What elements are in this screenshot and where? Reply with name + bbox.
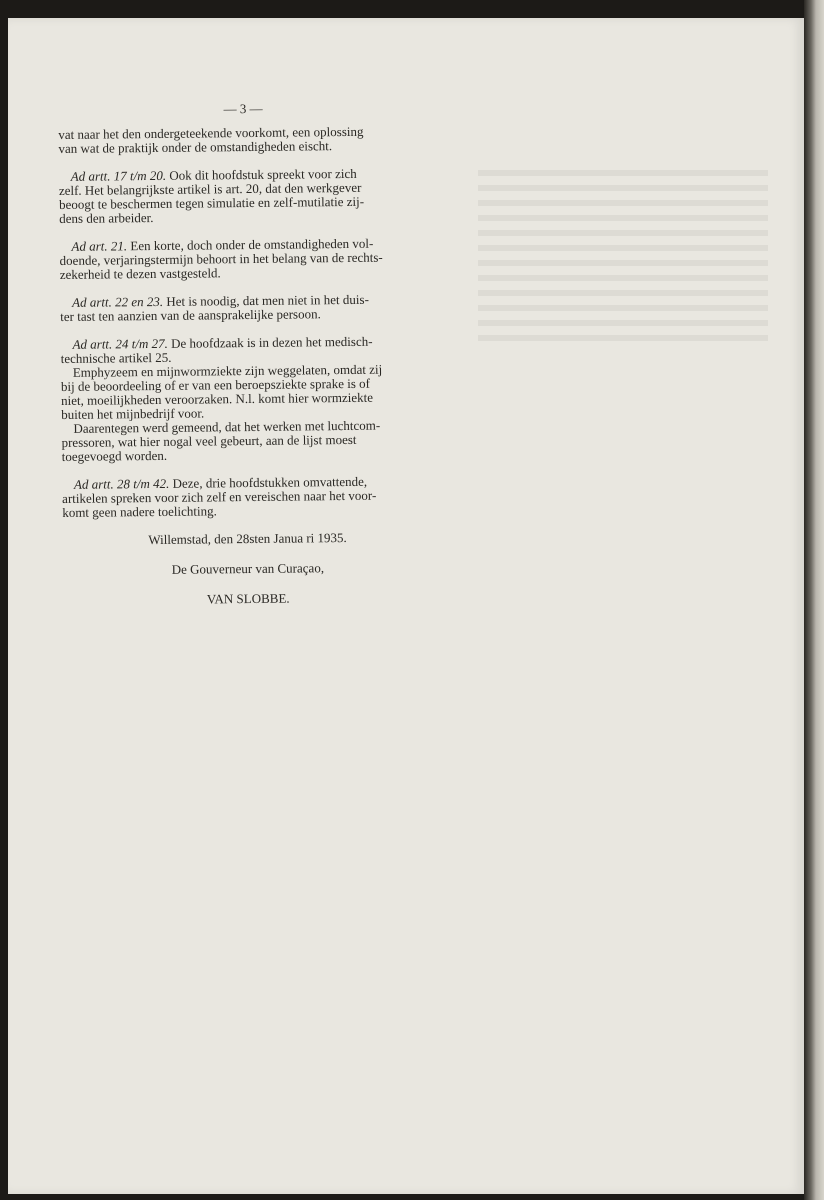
- text-fragment: Ook dit hoofdstuk spreekt voor zich: [166, 165, 357, 183]
- paragraph-artt-24-27: [60, 334, 431, 464]
- text-fragment: Deze, drie hoofdstukken omvattende,: [169, 473, 368, 491]
- text-fragment: Het is noodig, dat men niet in het duis-: [162, 291, 369, 309]
- text-fragment: De hoofdzaak is in dezen het medisch-: [167, 333, 373, 351]
- text-line: artikelen spreken voor zich zelf en vereischen naar het voor-: [62, 487, 377, 506]
- text-line: doende, verjaringstermijn behoort in het belang van de rechts-: [59, 249, 383, 268]
- text-line: technische artikel 25.: [60, 349, 172, 366]
- paragraph-artt-28-42: [62, 474, 432, 520]
- page-body: [58, 100, 433, 624]
- text-fragment: Een korte, doch onder de omstandigheden vol-: [127, 235, 374, 254]
- text-line: zekerheid te dezen vastgesteld.: [59, 265, 221, 282]
- article-reference: Ad art. 21.: [71, 238, 128, 254]
- text-line: van wat de praktijk onder de omstandigheden eischt.: [58, 138, 333, 156]
- text-line: Emphyzeem en mijnwormziekte zijn weggelaten, omdat zij: [72, 361, 383, 380]
- text-line: beoogt te beschermen tegen simulatie en zelf-mutilatie zij-: [58, 193, 365, 212]
- text-line: dens den arbeider.: [59, 210, 154, 226]
- text-line: pressoren, wat hier nogal veel gebeurt, aan de lijst moest: [61, 431, 357, 450]
- paragraph-artt-22-23: [60, 292, 430, 324]
- text-line: komt geen nadere toelichting.: [62, 503, 217, 520]
- text-line: bij de beoordeeling of er van een beroepsziekte sprake is of: [60, 375, 371, 394]
- article-reference: Ad artt. 22 en 23.: [71, 293, 164, 310]
- page-number: — 3 —: [223, 100, 263, 117]
- place-date: Willemstad, den 28sten Janua ri 1935.: [148, 530, 347, 548]
- article-reference: Ad artt. 17 t/m 20.: [70, 167, 167, 184]
- paragraph-art-21: [59, 236, 429, 282]
- text-line: niet, moeilijkheden veroorzaken. N.l. komt hier wormziekte: [61, 389, 374, 408]
- text-line: Daarentegen werd gemeend, dat het werken met luchtcom-: [73, 417, 381, 436]
- book-spine: [804, 0, 824, 1200]
- text-line: buiten het mijnbedrijf voor.: [61, 405, 205, 422]
- article-reference: Ad artt. 24 t/m 27.: [72, 335, 168, 352]
- text-line: zelf. Het belangrijkste artikel is art. 20, dat den werkgever: [58, 179, 362, 198]
- signatory-office: De Gouverneur van Curaçao,: [171, 560, 325, 577]
- text-line: ter tast ten aanzien van de aansprakelijke persoon.: [60, 306, 321, 324]
- signatory-name: VAN SLOBBE.: [206, 590, 290, 607]
- show-through-reverse-page: [478, 98, 768, 350]
- text-line: vat naar het den ondergeteekende voorkomt, een oplossing: [58, 123, 364, 142]
- document-page: [8, 18, 804, 1194]
- paragraph-artt-17-20: [59, 166, 430, 226]
- signature-block: [63, 530, 434, 608]
- text-line: toegevoegd worden.: [61, 447, 168, 464]
- paragraph-intro: [58, 124, 428, 156]
- article-reference: Ad artt. 28 t/m 42.: [73, 475, 170, 492]
